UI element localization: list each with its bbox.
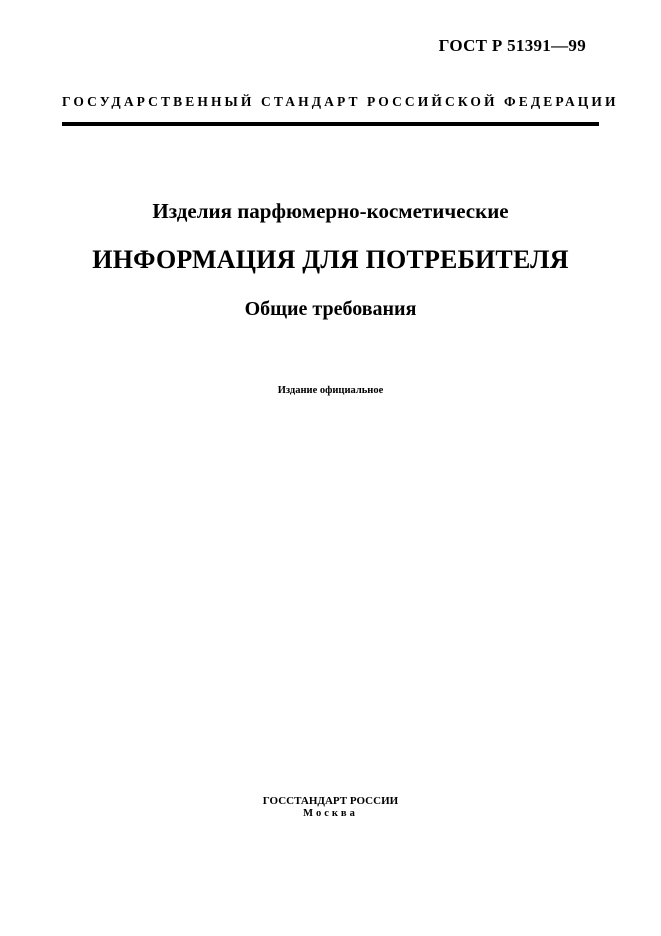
product-title: Изделия парфюмерно-косметические — [152, 199, 509, 223]
document-number: ГОСТ Р 51391—99 — [438, 36, 586, 55]
publication-city: Москва — [303, 808, 358, 819]
edition-note: Издание официальное — [277, 385, 384, 396]
subtitle: Общие требования — [244, 298, 417, 320]
publisher: ГОССТАНДАРТ РОССИИ — [262, 795, 399, 807]
header-divider — [62, 122, 599, 126]
standard-header: ГОСУДАРСТВЕННЫЙ СТАНДАРТ РОССИЙСКОЙ ФЕДЕРАЦИИ — [62, 94, 619, 109]
main-title: ИНФОРМАЦИЯ ДЛЯ ПОТРЕБИТЕЛЯ — [92, 245, 569, 274]
